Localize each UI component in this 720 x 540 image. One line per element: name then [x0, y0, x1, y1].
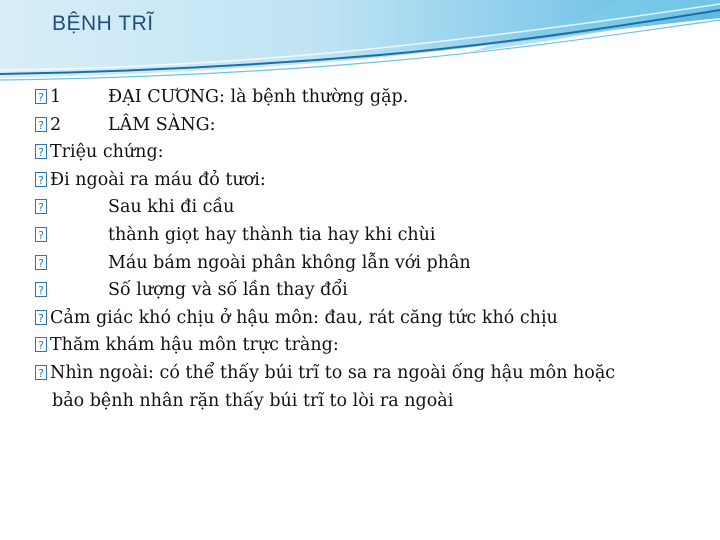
bullet-box-icon — [35, 282, 47, 297]
list-item — [35, 112, 705, 140]
list-item — [35, 139, 705, 167]
item-text: Máu bám ngoài phân không lẫn với phân — [108, 252, 471, 273]
item-text: ĐẠI CƯƠNG: là bệnh thường gặp. — [108, 87, 409, 107]
bullet-box-icon — [35, 310, 47, 325]
bullet-box-icon — [35, 337, 47, 352]
list-item — [35, 277, 705, 305]
list-item — [35, 360, 705, 415]
item-number: 2 — [50, 114, 62, 135]
list-item — [35, 305, 705, 333]
list-item — [35, 194, 705, 222]
item-text-continuation: bảo bệnh nhân rặn thấy búi trĩ to lòi ra ngoài — [52, 390, 454, 411]
list-item — [35, 167, 705, 195]
bullet-box-icon — [35, 89, 47, 104]
item-text: Cảm giác khó chịu ở hậu môn: đau, rát căng tức khó chịu — [50, 307, 558, 328]
bullet-box-icon — [35, 144, 47, 159]
list-item — [35, 222, 705, 250]
item-text: Nhìn ngoài: có thể thấy búi trĩ to sa ra ngoài ống hậu môn hoặc — [50, 362, 616, 383]
bullet-box-icon — [35, 117, 47, 132]
item-text: Sau khi đi cầu — [108, 197, 235, 218]
item-number: 1 — [50, 87, 62, 107]
item-text: Đi ngoài ra máu đỏ tươi: — [50, 169, 266, 190]
item-text: thành giọt hay thành tia hay khi chùi — [108, 224, 436, 245]
list-item — [35, 332, 705, 360]
list-item — [35, 250, 705, 278]
bullet-box-icon — [35, 255, 47, 270]
bullet-box-icon — [35, 365, 47, 380]
bullet-list — [35, 84, 705, 415]
item-text: Số lượng và số lần thay đổi — [108, 280, 348, 301]
bullet-box-icon — [35, 227, 47, 242]
bullet-box-icon — [35, 172, 47, 187]
item-text: Thăm khám hậu môn trực tràng: — [50, 335, 339, 356]
bullet-box-icon — [35, 199, 47, 214]
item-text: Triệu chứng: — [50, 142, 164, 163]
slide-title: BỆNH TRĨ — [52, 12, 154, 35]
item-text: LÂM SÀNG: — [108, 114, 216, 135]
list-item — [35, 84, 705, 112]
